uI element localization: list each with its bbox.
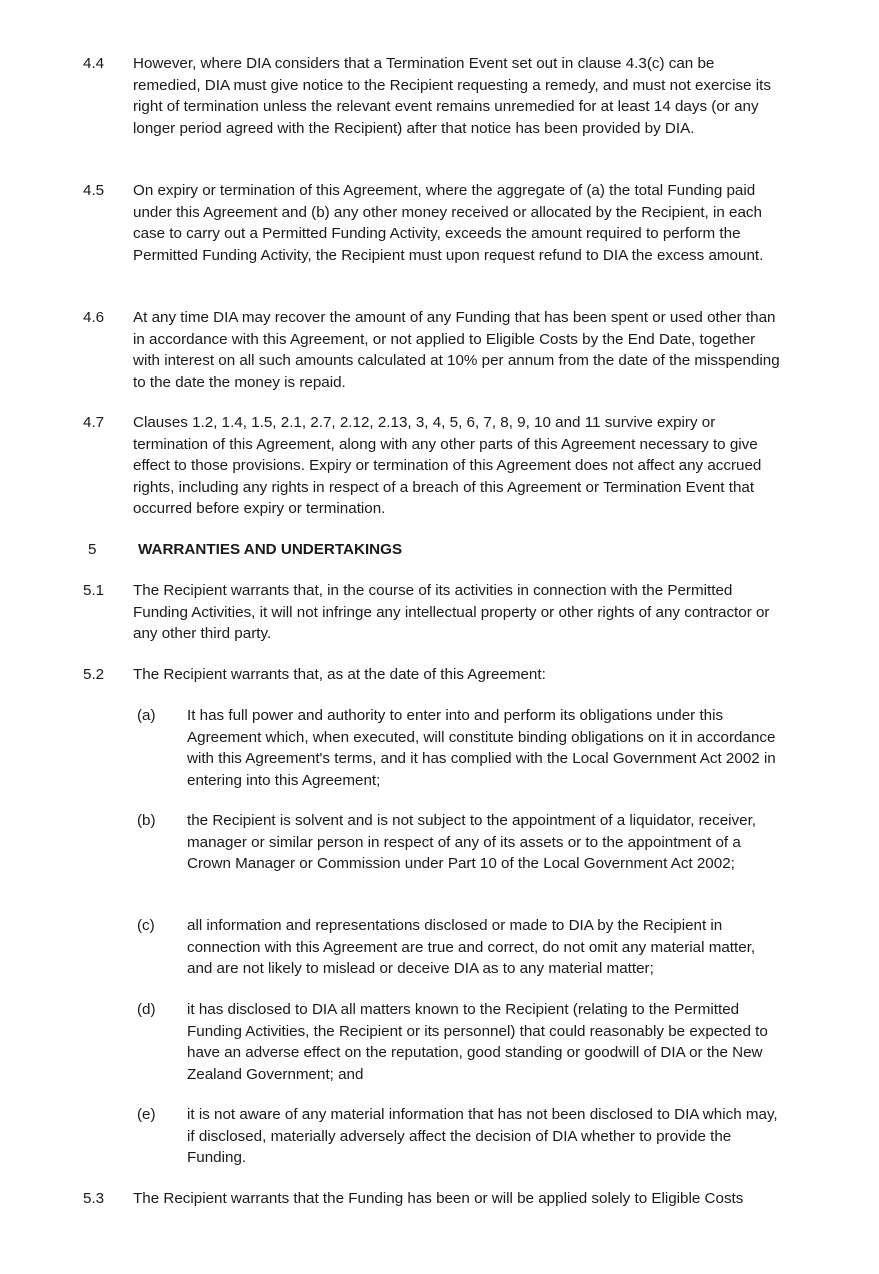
section-title: WARRANTIES AND UNDERTAKINGS [138,541,403,558]
clause-number: 5.1 [83,582,105,599]
clause-number: 4.6 [83,309,105,326]
subclause-text: it has disclosed to DIA all matters known to the Recipient (relating to the Permitted Funding Activities, the Recipient or its personnel) that could reasonably be expected to have an adverse effect on the reputation, good standing or goodwill of DIA or the New Zealand Government; and [187,1001,768,1083]
subclause-letter: (e) [137,1106,156,1123]
clause-text: The Recipient warrants that the Funding has been or will be applied solely to Eligible Costs [133,1190,744,1207]
clause-text: The Recipient warrants that, as at the date of this Agreement: [133,666,546,683]
clause-text: However, where DIA considers that a Termination Event set out in clause 4.3(c) can be remedied, DIA must give notice to the Recipient requesting a remedy, and must not exercise its right of termination unless the relevant event remains unremedied for at least 14 days (or any longer period agreed with the Recipient) after that notice has been provided by DIA. [133,55,771,137]
subclause-text: it is not aware of any material information that has not been disclosed to DIA which may, if disclosed, materially adversely affect the decision of DIA whether to provide the Funding. [187,1106,778,1167]
clause-text: On expiry or termination of this Agreement, where the aggregate of (a) the total Funding paid under this Agreement and (b) any other money received or allocated by the Recipient, in each case to carry out a Permitted Funding Activity, exceeds the amount required to perform the Permitted Funding Activity, the Recipient must upon request refund to DIA the excess amount. [133,182,764,264]
subclause-text: the Recipient is solvent and is not subject to the appointment of a liquidator, receiver, manager or similar person in respect of any of its assets or to the appointment of a Crown Manager or Commission under Part 10 of the Local Government Act 2002; [187,812,757,873]
clause-number: 4.4 [83,55,105,72]
subclause-letter: (d) [137,1001,156,1018]
subclause-text: It has full power and authority to enter into and perform its obligations under this Agreement which, when executed, will constitute binding obligations on it in accordance with this Agreement's terms, and it has complied with the Local Government Act 2002 in entering into this Agreement; [187,707,776,789]
clause-number: 4.7 [83,414,105,431]
subclause-letter: (c) [137,917,155,934]
clause-text: The Recipient warrants that, in the course of its activities in connection with the Permitted Funding Activities, it will not infringe any intellectual property or other rights of any contractor or any other third party. [133,582,770,643]
subclause-letter: (a) [137,707,156,724]
clause-text: Clauses 1.2, 1.4, 1.5, 2.1, 2.7, 2.12, 2.13, 3, 4, 5, 6, 7, 8, 9, 10 and 11 survive expiry or termination of this Agreement, along with any other parts of this Agreement necessary to give effect to those provisions. Expiry or termination of this Agreement does not affect any accrued rights, including any rights in respect of a breach of this Agreement or Termination Event that occurred before expiry or termination. [133,414,762,518]
section-number: 5 [88,541,97,558]
clause-text: At any time DIA may recover the amount of any Funding that has been spent or used other than in accordance with this Agreement, or not applied to Eligible Costs by the End Date, together with interest on all such amounts calculated at 10% per annum from the date of the misspending to the date the money is repaid. [133,309,780,391]
clause-number: 4.5 [83,182,105,199]
subclause-text: all information and representations disclosed or made to DIA by the Recipient in connection with this Agreement are true and correct, do not omit any material matter, and are not likely to mislead or deceive DIA as to any material matter; [187,917,756,978]
subclause-letter: (b) [137,812,156,829]
clause-number: 5.3 [83,1190,105,1207]
clause-number: 5.2 [83,666,105,683]
